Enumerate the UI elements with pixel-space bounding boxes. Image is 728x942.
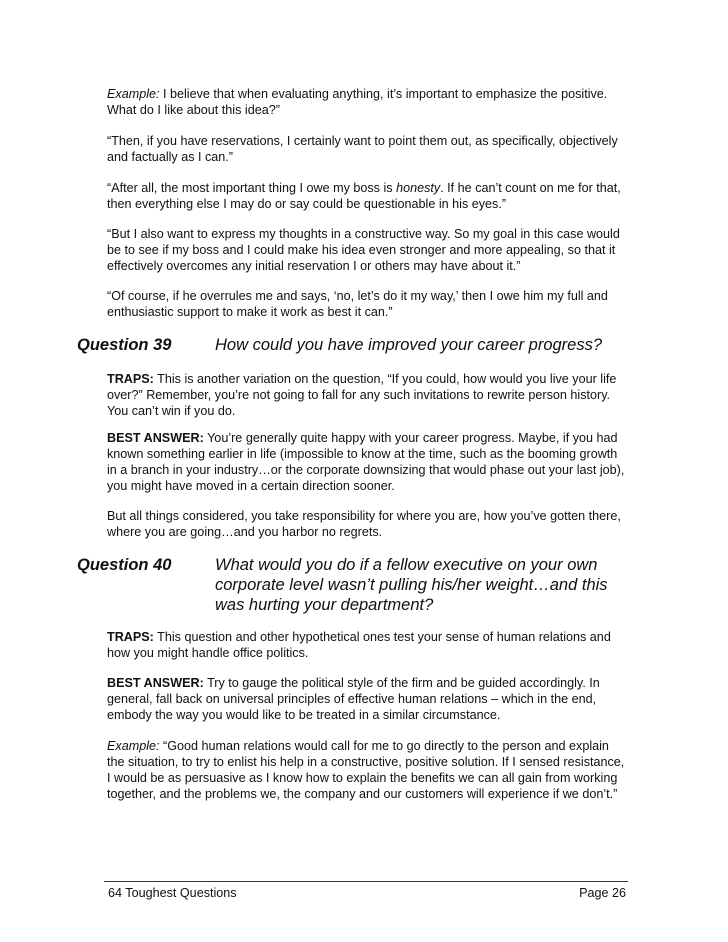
question-text: What would you do if a fellow executive on your own corporate level wasn’t pulling his/her weight…and this was hurting your department? <box>215 556 608 614</box>
paragraph-honesty <box>107 180 627 212</box>
traps-label: TRAPS: <box>107 630 154 644</box>
q39-extra <box>107 508 627 540</box>
paragraph-example-intro <box>107 86 627 118</box>
traps-label: TRAPS: <box>107 372 154 386</box>
best-answer-label: BEST ANSWER: <box>107 676 204 690</box>
paragraph-overrule <box>107 288 627 320</box>
example-label: Example: <box>107 739 160 753</box>
question-number: Question 40 <box>77 556 172 574</box>
paragraph-text: “Then, if you have reservations, I certainly want to point them out, as specifically, objectively and factually as I can.” <box>107 134 618 164</box>
q39-traps <box>107 371 627 419</box>
paragraph-text: “Of course, if he overrules me and says, ‘no, let’s do it my way,’ then I owe him my full and enthusiastic support to make it work as best it can.” <box>107 289 608 319</box>
emphasis-text: honesty <box>396 181 441 195</box>
question-number: Question 39 <box>77 336 172 354</box>
question-40-heading <box>77 555 637 617</box>
q40-example <box>107 738 627 802</box>
traps-text: This is another variation on the question, “If you could, how would you live your life over?” Remember, you’re not going to fall for any such invitations to rewrite person history. You can’t win if you do. <box>107 372 617 418</box>
paragraph-text: “After all, the most important thing I owe my boss is <box>107 181 397 195</box>
paragraph-text: “But I also want to express my thoughts in a constructive way. So my goal in this case would be to see if my boss and I could make his idea even stronger and more appealing, so that it effectively overcomes any initial reservation I or others may have about it.” <box>107 227 620 273</box>
example-text: I believe that when evaluating anything, it’s important to emphasize the positive. What do I like about this idea?” <box>107 87 608 117</box>
traps-text: This question and other hypothetical ones test your sense of human relations and how you might handle office politics. <box>107 630 611 660</box>
q40-traps <box>107 629 627 661</box>
footer-page-number: Page 26 <box>579 886 626 900</box>
question-text: How could you have improved your career progress? <box>215 336 603 354</box>
best-answer-text: Try to gauge the political style of the firm and be guided accordingly. In general, fall back on universal principles of effective human relations – which in the end, embody the way you would like to be treated in a similar circumstance. <box>107 676 600 722</box>
best-answer-label: BEST ANSWER: <box>107 431 204 445</box>
paragraph-constructive <box>107 226 627 274</box>
paragraph-text: But all things considered, you take responsibility for where you are, how you’ve gotten there, where you are going…and you harbor no regrets. <box>107 509 621 539</box>
footer-divider <box>104 881 628 882</box>
paragraph-text: . If he can’t count on me for that, then everything else I may do or say could be questionable in his eyes.” <box>107 181 621 211</box>
q40-best-answer <box>107 675 627 723</box>
footer-title: 64 Toughest Questions <box>108 886 237 900</box>
example-label: Example: <box>107 87 160 101</box>
example-text: “Good human relations would call for me to go directly to the person and explain the situation, to try to enlist his help in a constructive, positive solution. If I sensed resistance, I would be as persuasive as I know how to explain the benefits we can all gain from working together, and the problems we, the company and our customers will experience if we don’t.” <box>107 739 625 801</box>
question-39-heading <box>77 335 637 357</box>
best-answer-text: You’re generally quite happy with your career progress. Maybe, if you had known something earlier in life (impossible to know at the time, such as the booming growth in a branch in your industry…or the corporate downsizing that would phase out your last job), you might have moved in a certain direction sooner. <box>107 431 625 493</box>
q39-best-answer <box>107 430 627 494</box>
paragraph-reservations <box>107 133 627 165</box>
